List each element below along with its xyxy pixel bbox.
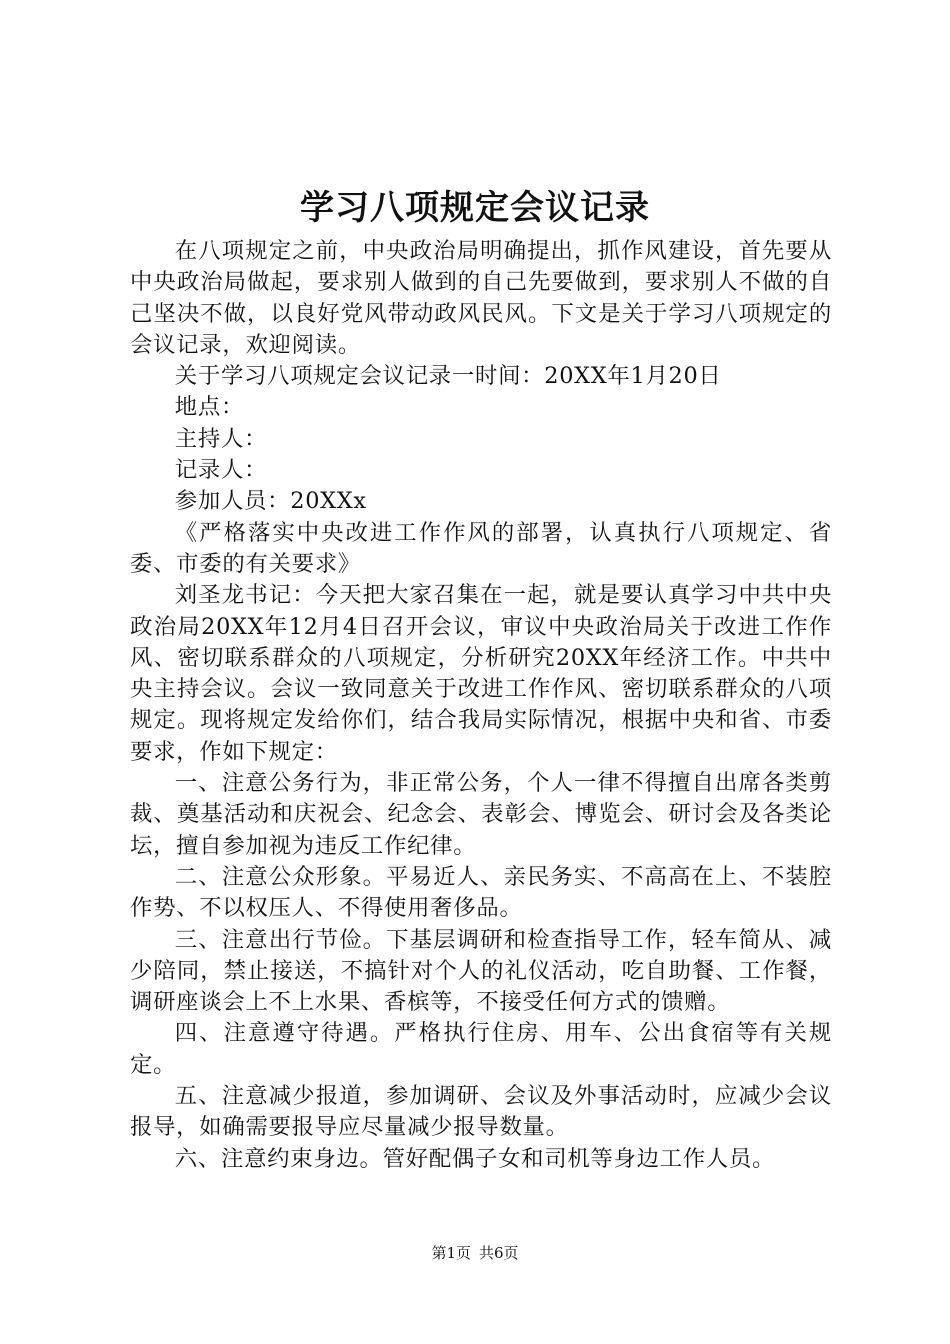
rule-1-paragraph: 一、注意公务行为，非正常公务，个人一律不得擅自出席各类剪裁、奠基活动和庆祝会、纪念会、表彰会、博览会、研讨会及各类论坛，擅自参加视为违反工作纪律。 xyxy=(130,770,832,859)
secretary-speech-paragraph: 刘圣龙书记：今天把大家召集在一起，就是要认真学习中共中央政治局20XX年12月4日召开会议，审议中央政治局关于改进工作作风、密切联系群众的八项规定，分析研究20XX年经济工作。中共中央主持会议。会议一致同意关于改进工作作风、密切联系群众的八项规定。现将规定发给你们，结合我局实际情况，根据中央和省、市委要求，作如下规定： xyxy=(130,582,832,765)
meeting-attendees-line: 参加人员：20XXx xyxy=(174,488,367,515)
page-footer xyxy=(0,1243,950,1263)
rule-3-paragraph: 三、注意出行节俭。下基层调研和检查指导工作，轻车简从、减少陪同，禁止接送，不搞针对个人的礼仪活动，吃自助餐、工作餐，调研座谈会上不上水果、香槟等，不接受任何方式的馈赠。 xyxy=(130,926,832,1016)
rule-4-paragraph: 四、注意遵守待遇。严格执行住房、用车、公出食宿等有关规定。 xyxy=(130,1020,832,1078)
rule-6-paragraph: 六、注意约束身边。管好配偶子女和司机等身边工作人员。 xyxy=(174,1145,776,1172)
meeting-time-line: 关于学习八项规定会议记录一时间：20XX年1月20日 xyxy=(174,363,722,390)
intro-paragraph: 在八项规定之前，中央政治局明确提出，抓作风建设，首先要从中央政治局做起，要求别人做到的自己先要做到，要求别人不做的自己坚决不做，以良好党风带动政风民风。下文是关于学习八项规定的会议记录，欢迎阅读。 xyxy=(130,238,832,358)
meeting-recorder-line: 记录人： xyxy=(174,457,268,484)
document-title: 学习八项规定会议记录 xyxy=(300,188,650,228)
page-total: 共6页 xyxy=(479,1244,519,1262)
rule-2-paragraph: 二、注意公众形象。平易近人、亲民务实、不高高在上、不装腔作势、不以权压人、不得使用奢侈品。 xyxy=(130,863,832,922)
meeting-host-line: 主持人： xyxy=(174,425,268,452)
rule-5-paragraph: 五、注意减少报道，参加调研、会议及外事活动时，应减少会议报导，如确需要报导应尽量减少报导数量。 xyxy=(130,1083,832,1141)
document-body xyxy=(130,236,832,1175)
meeting-topic-line: 《严格落实中央改进工作作风的部署，认真执行八项规定、省委、市委的有关要求》 xyxy=(130,519,832,577)
page-number: 第1页 xyxy=(431,1244,471,1262)
meeting-location-line: 地点： xyxy=(174,394,245,421)
